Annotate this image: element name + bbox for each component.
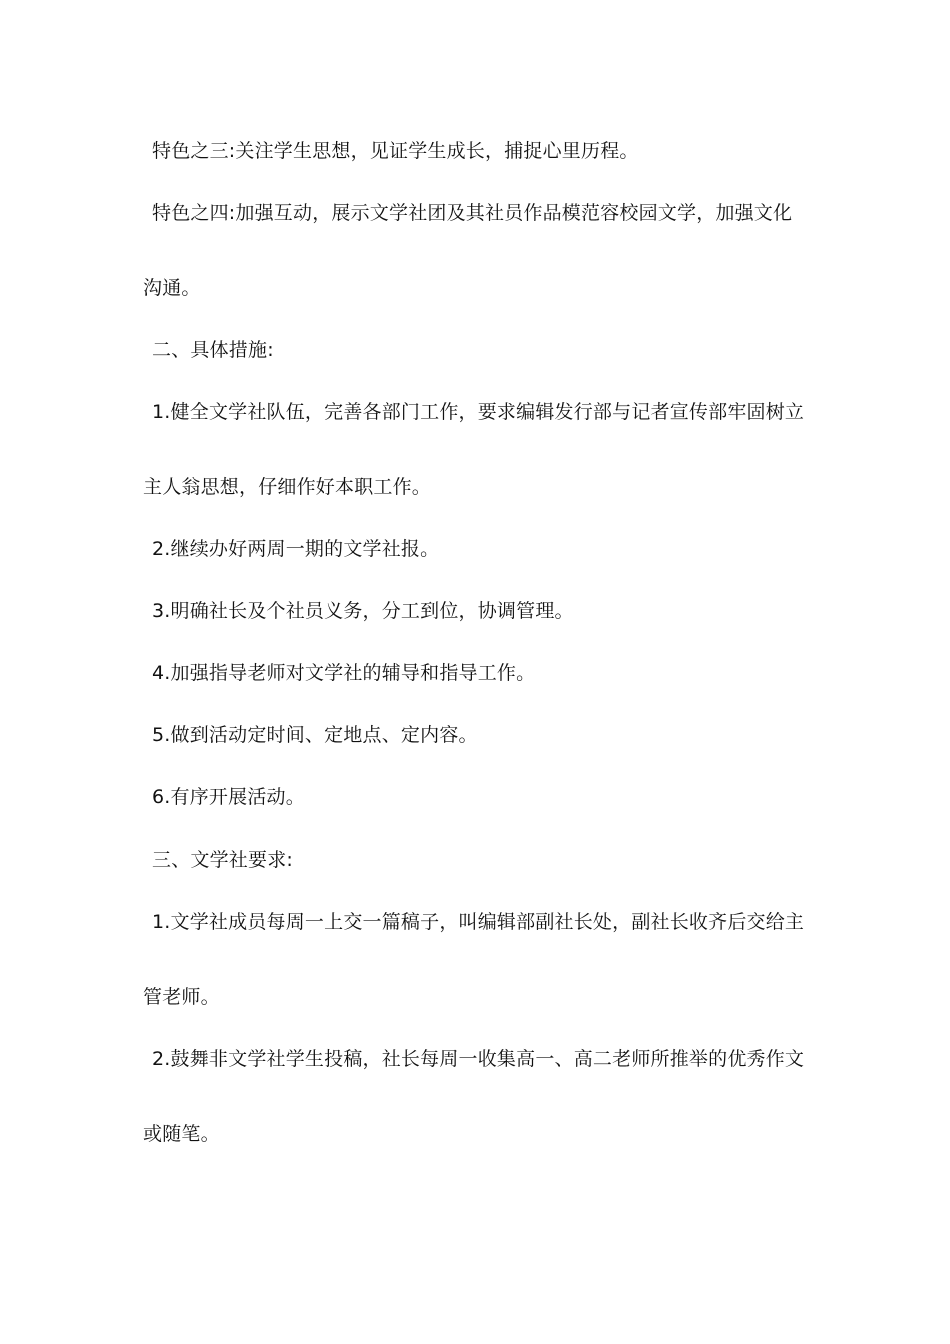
requirement-2-continuation: 或随笔。 [143,1123,220,1145]
measure-5-line: 5.做到活动定时间、定地点、定内容。 [152,724,478,746]
feature-four-line: 特色之四:加强互动，展示文学社团及其社员作品模范容校园文学，加强文化 [152,202,793,224]
requirement-1-continuation: 管老师。 [143,986,220,1008]
feature-four-continuation: 沟通。 [143,277,201,299]
requirement-2-line: 2.鼓舞非文学社学生投稿，社长每周一收集高一、高二老师所推举的优秀作文 [152,1048,805,1070]
measure-6-line: 6.有序开展活动。 [152,786,305,808]
feature-three-line: 特色之三:关注学生思想，见证学生成长，捕捉心里历程。 [152,140,639,162]
section-three-heading: 三、文学社要求: [152,849,294,871]
requirement-1-line: 1.文学社成员每周一上交一篇稿子，叫编辑部副社长处，副社长收齐后交给主 [152,911,805,933]
section-two-heading: 二、具体措施: [152,339,274,361]
measure-1-line: 1.健全文学社队伍，完善各部门工作，要求编辑发行部与记者宣传部牢固树立 [152,401,805,423]
measure-3-line: 3.明确社长及个社员义务，分工到位，协调管理。 [152,600,574,622]
measure-2-line: 2.继续办好两周一期的文学社报。 [152,538,440,560]
measure-4-line: 4.加强指导老师对文学社的辅导和指导工作。 [152,662,536,684]
measure-1-continuation: 主人翁思想，仔细作好本职工作。 [143,476,432,498]
